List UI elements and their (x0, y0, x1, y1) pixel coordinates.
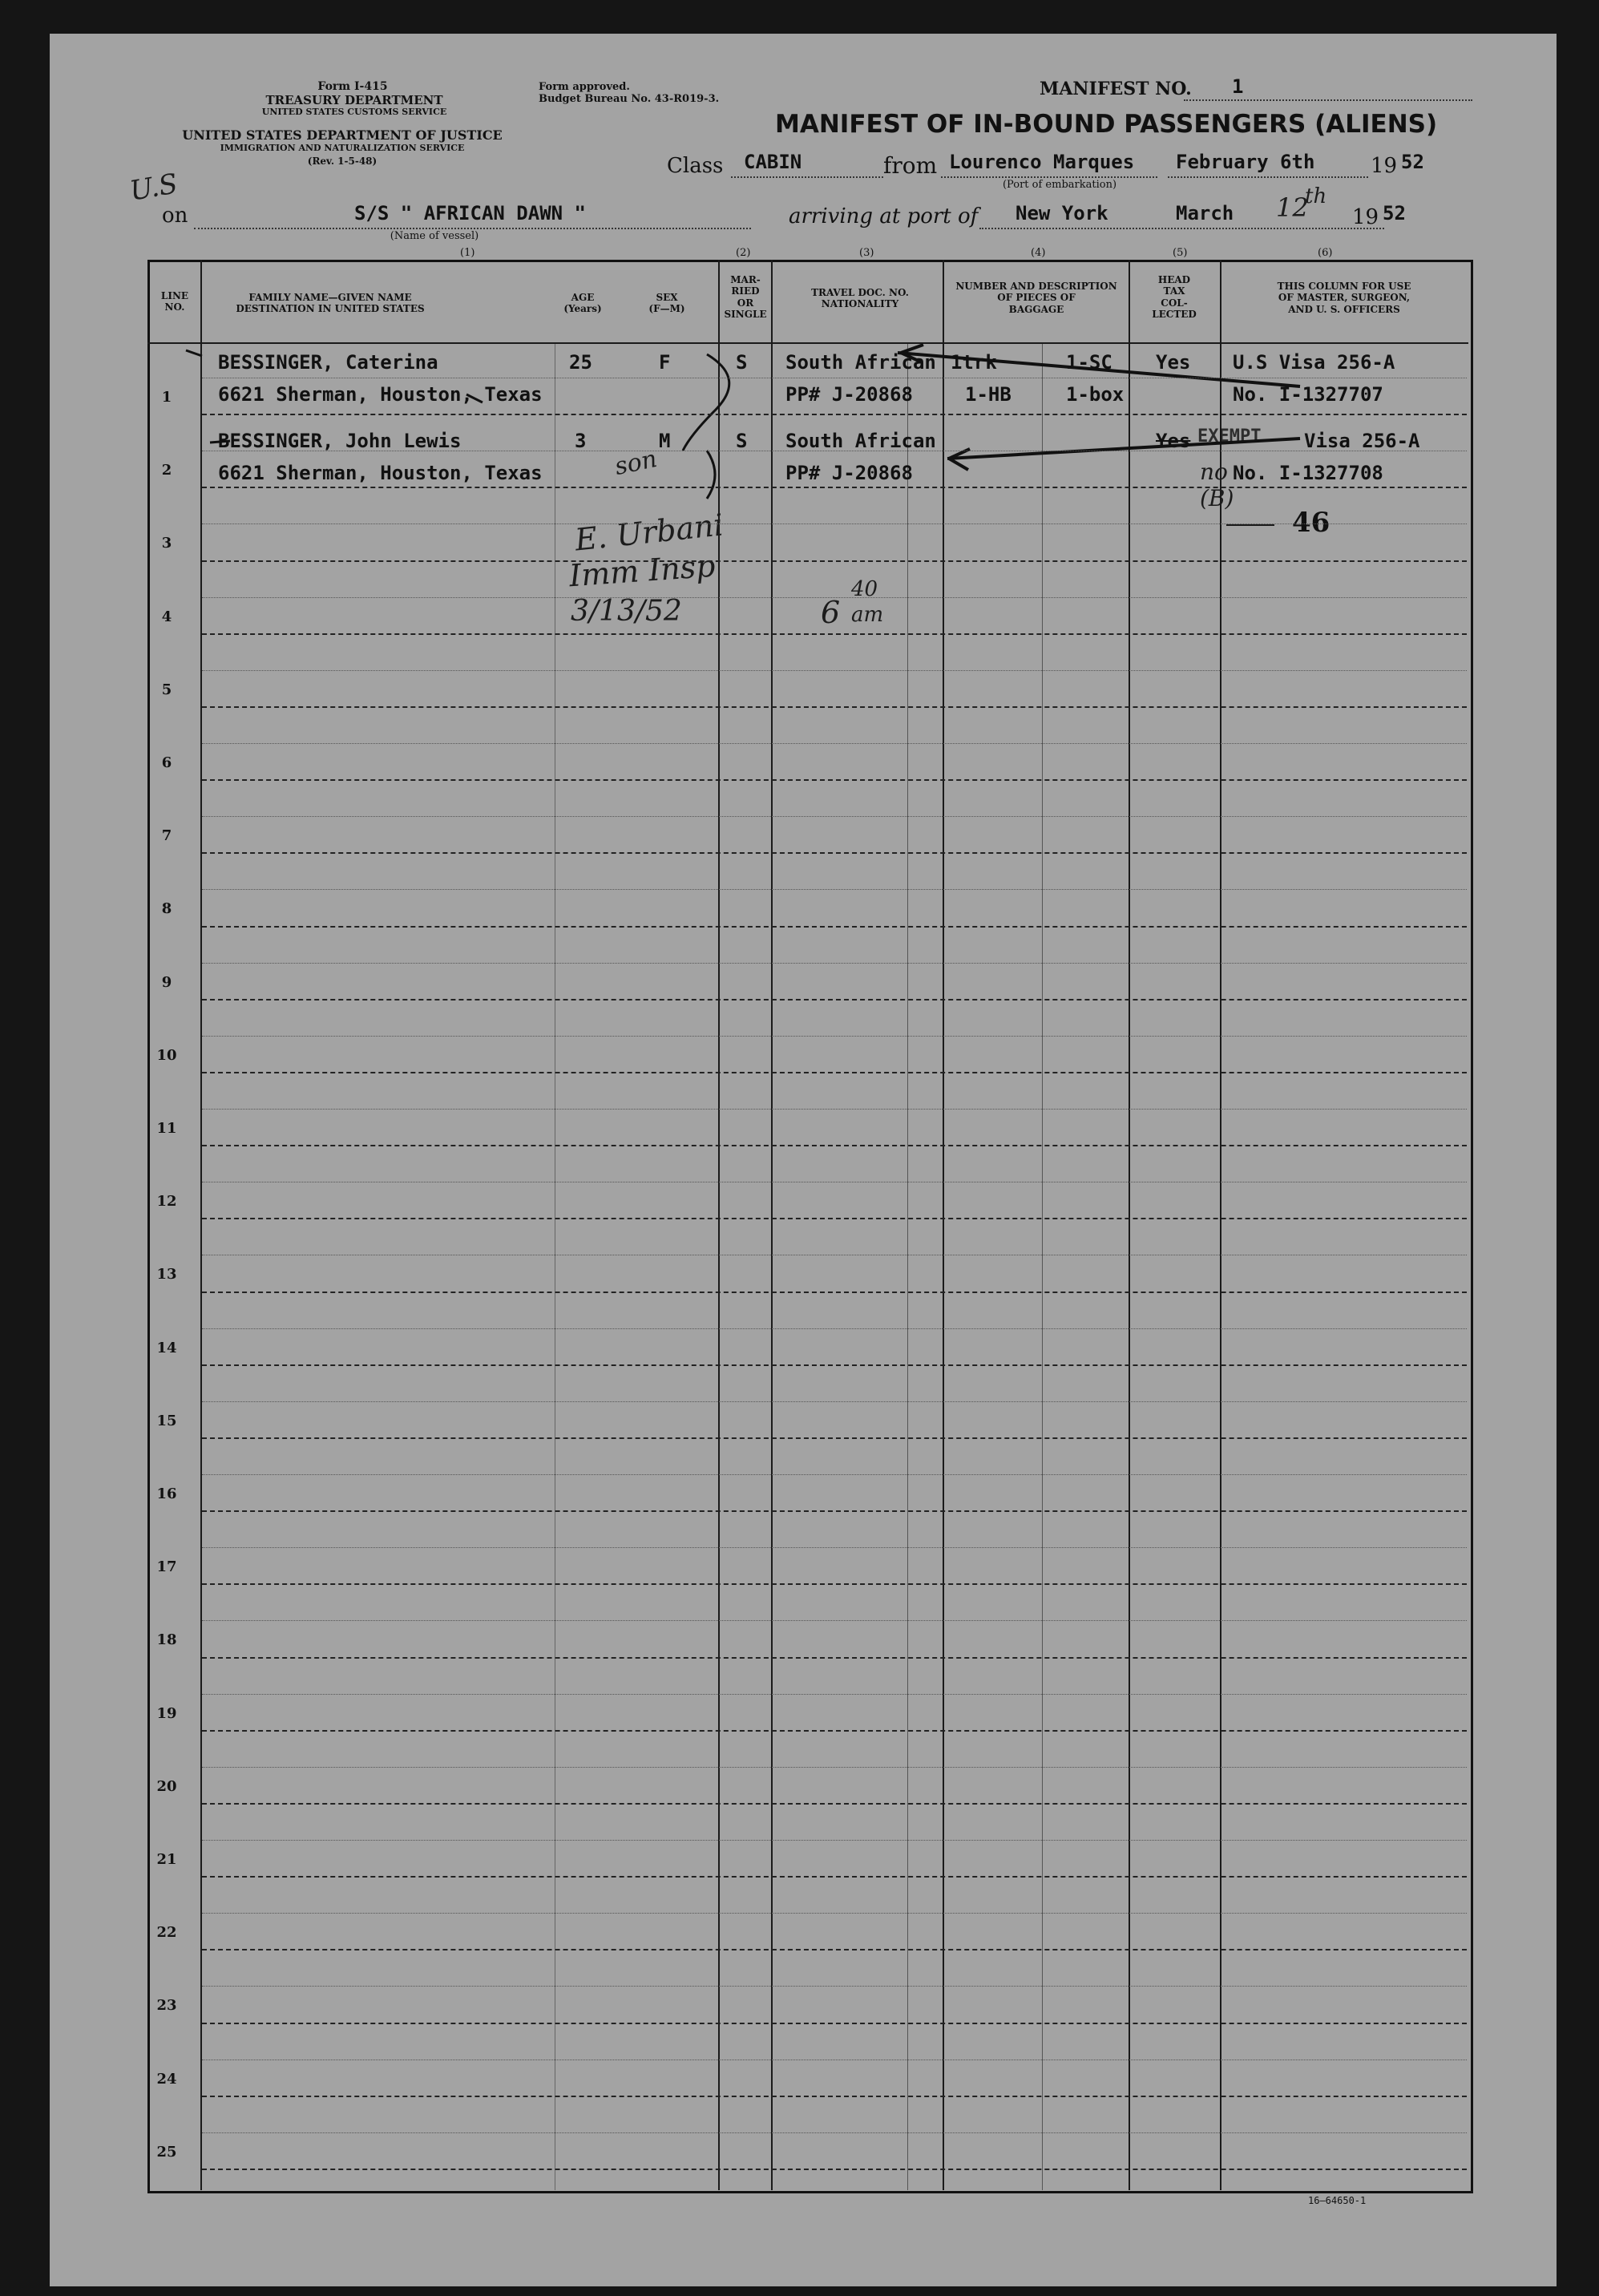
line-number: 17 (156, 1558, 177, 1576)
row-separator (202, 633, 1467, 635)
inspector-title: Imm Insp (567, 548, 717, 594)
line-number: 5 (161, 681, 172, 698)
vessel-name: S/S " AFRICAN DAWN " (354, 202, 586, 224)
row-midline (202, 1474, 1467, 1475)
line-number: 10 (156, 1046, 177, 1064)
handwritten-son: son (612, 444, 660, 482)
row-midline (202, 1913, 1467, 1914)
row-separator (202, 999, 1467, 1000)
passenger-1-nationality: South African (785, 351, 936, 374)
passenger-1-visa-no: No. I-1327707 (1233, 383, 1383, 406)
row-separator (202, 2023, 1467, 2024)
row-midline (202, 1620, 1467, 1621)
row-separator (202, 487, 1467, 488)
line-number: 23 (156, 1997, 177, 2015)
line-number: 7 (161, 827, 172, 845)
form-approved: Form approved. (539, 81, 630, 93)
row-midline (202, 889, 1467, 890)
row-midline (202, 743, 1467, 744)
row-separator (202, 1949, 1467, 1950)
row-separator (202, 1730, 1467, 1732)
row-separator (202, 926, 1467, 928)
passenger-2-name: BESSINGER, John Lewis (218, 430, 462, 452)
row-midline (202, 1986, 1467, 1987)
passenger-1-sex: F (659, 351, 671, 374)
row-separator (202, 1876, 1467, 1878)
count-46: 46 (1292, 507, 1330, 539)
passenger-1-baggage-d: 1-box (1066, 383, 1125, 406)
treasury-dept: TREASURY DEPARTMENT (265, 93, 443, 107)
col-travel-doc: TRAVEL DOC. NO. NATIONALITY (811, 287, 909, 310)
row-separator (202, 1510, 1467, 1512)
row-separator (202, 1583, 1467, 1585)
doj: UNITED STATES DEPARTMENT OF JUSTICE (182, 127, 503, 143)
manifest-table (147, 260, 1473, 2193)
line-number: 14 (156, 1339, 177, 1356)
col-head-tax: HEAD TAX COL- LECTED (1152, 274, 1197, 321)
row-midline (202, 1694, 1467, 1695)
inspector-signature: E. Urbani (573, 507, 725, 558)
line-number: 6 (161, 754, 172, 771)
inspection-time-ampm: am (851, 603, 884, 627)
row-separator (202, 414, 1467, 415)
col-age: AGE (Years) (563, 292, 602, 315)
line-number: 13 (156, 1266, 177, 1283)
passenger-2-address: 6621 Sherman, Houston, Texas (218, 462, 543, 484)
line-number: 25 (156, 2143, 177, 2161)
passenger-1-baggage-c: 1-HB (965, 383, 1011, 406)
passenger-2-passport: PP# J-20868 (785, 462, 913, 484)
row-separator (202, 779, 1467, 781)
row-separator (202, 1364, 1467, 1366)
line-number: 11 (156, 1120, 177, 1137)
row-separator (202, 1218, 1467, 1219)
passenger-1-age: 25 (569, 351, 592, 374)
passenger-1-passport: PP# J-20868 (785, 383, 913, 406)
arrival-month: March (1176, 202, 1234, 224)
row-midline (202, 1840, 1467, 1841)
line-number: 3 (161, 535, 172, 552)
row-separator (202, 2096, 1467, 2097)
embark-note: (Port of embarkation) (1002, 179, 1117, 191)
row-midline (202, 1547, 1467, 1548)
line-number: 9 (161, 973, 172, 991)
on-label: on (162, 204, 188, 228)
passenger-1-name: BESSINGER, Caterina (218, 351, 438, 374)
row-separator (202, 2169, 1467, 2170)
col-name: FAMILY NAME—GIVEN NAME DESTINATION IN UNITED STATES (236, 292, 425, 315)
col-married: MAR- RIED OR SINGLE (724, 274, 767, 321)
year-prefix: 19 (1371, 154, 1398, 178)
line-number: 4 (161, 608, 172, 625)
row-midline (202, 816, 1467, 817)
row-midline (202, 523, 1467, 524)
inspection-time-min: 40 (851, 577, 878, 601)
manifest-page: Form I-415 TREASURY DEPARTMENT UNITED STATES CUSTOMS SERVICE UNITED STATES DEPARTMENT OF JUSTICE IMMIGRATION AND NATURALIZATION SERVICE (Rev. 1-5-48) Form approved. Budget Bureau No. 43-R019-3. MANIFEST NO. 1 MANIFEST OF IN-BOUND PASSENGERS (ALIENS) Class CABIN from Lourenco Marques (Port of embarkation) February 6th 19 52 on S/S " AFRICAN DAWN " (Name of vessel) arriving at port of New York March 19 52 (1) (2) (3) (4) (5) (6) LINE NO. FAMILY NAME—GIVEN NAME DESTINATION IN UNITED STATES AGE (Years) SEX (F—M) MAR- RIED OR SINGLE TRAVEL DOC. NO. NATIONALITY NUMBER AND DESCRIPTION OF PIECES OF BAGGAGE HEAD TAX COL- LECTED THIS COLUMN FOR USE OF MASTER, SURGEON, AND U. S. OFFICERS BESSINGER, Caterina 6621 Sherman, Houston, Texas 25 F S South African PP# J-20868 1trk 1-SC 1-HB 1-box Yes U.S Visa 256-A No. I-1327707 BESSINGER, John Lewis 6621 Sherman, Houston, Texas 3 M S South African PP# J-20868 Yes EXEMPT Visa 256-A No. I-1327708 U.S 12 th son no (B) 46 E. Urbani Imm Insp 3/13/52 6 40 am 16—64650-1 1 2 3 4 5 6 7 8 9 10 11 12 13 14 15 16 17 18 19 20 21 22 23 24 25 (50, 34, 1557, 2286)
row-midline (202, 1767, 1467, 1768)
passenger-1-status: S (736, 351, 748, 374)
line-number: 12 (156, 1193, 177, 1211)
row-midline (202, 670, 1467, 671)
row-midline (202, 2132, 1467, 2133)
class-value: CABIN (744, 151, 802, 173)
handwritten-th: th (1305, 184, 1327, 208)
arrival-year-prefix: 19 (1352, 205, 1379, 229)
handwritten-us: U.S (127, 168, 180, 208)
line-number: 15 (156, 1412, 177, 1429)
arriving-label: arriving at port of (789, 204, 979, 228)
departure-date: February 6th (1176, 151, 1315, 173)
handwritten-day: 12 (1276, 192, 1309, 223)
row-midline (202, 963, 1467, 964)
row-separator (202, 1292, 1467, 1293)
passenger-1-baggage-a: 1trk (951, 351, 997, 374)
line-number: 19 (156, 1704, 177, 1722)
line-number: 21 (156, 1851, 177, 1868)
from-label: from (883, 152, 938, 179)
line-number: 24 (156, 2070, 177, 2088)
line-number: 16 (156, 1486, 177, 1502)
row-separator (202, 1657, 1467, 1659)
passenger-2-sex: M (659, 430, 671, 452)
passenger-1-head-tax: Yes (1156, 351, 1191, 374)
line-number: 1 (161, 389, 172, 406)
arrival-year: 52 (1383, 202, 1406, 224)
row-separator (202, 852, 1467, 854)
passenger-2-visa-no: No. I-1327708 (1233, 462, 1383, 484)
passenger-2-status: S (736, 430, 748, 452)
row-midline (202, 597, 1467, 598)
from-value: Lourenco Marques (949, 151, 1135, 173)
row-midline (202, 1401, 1467, 1402)
passenger-1-visa: U.S Visa 256-A (1233, 351, 1395, 374)
passenger-2-head-tax: Yes (1156, 430, 1191, 452)
departure-year: 52 (1401, 151, 1424, 173)
line-number: 22 (156, 1924, 177, 1942)
manifest-no-label: MANIFEST NO. (1040, 79, 1192, 99)
row-midline (202, 1036, 1467, 1037)
passenger-2-age: 3 (575, 430, 587, 452)
col-sex: SEX (F—M) (648, 292, 685, 315)
row-midline (202, 1328, 1467, 1329)
row-midline (202, 1109, 1467, 1110)
row-separator (202, 1145, 1467, 1146)
manifest-no-value: 1 (1232, 75, 1244, 98)
handwritten-no-b: no (B) (1200, 459, 1234, 511)
form-number: Form I-415 (317, 80, 388, 93)
row-separator (202, 1803, 1467, 1805)
row-separator (202, 706, 1467, 708)
page-title: MANIFEST OF IN-BOUND PASSENGERS (ALIENS) (775, 110, 1438, 139)
passenger-2-nationality: South African (785, 430, 936, 452)
passenger-2-visa: Visa 256-A (1304, 430, 1420, 452)
inspection-time-hour: 6 (821, 595, 841, 630)
col-baggage: NUMBER AND DESCRIPTION OF PIECES OF BAGGAGE (955, 281, 1117, 315)
arrival-port: New York (1016, 202, 1108, 224)
col-officers: THIS COLUMN FOR USE OF MASTER, SURGEON, AND U. S. OFFICERS (1277, 281, 1411, 315)
passenger-2-exempt-stamp: EXEMPT (1197, 426, 1262, 447)
passenger-1-address: 6621 Sherman, Houston, Texas (218, 383, 543, 406)
passenger-1-baggage-b: 1-SC (1066, 351, 1112, 374)
budget-bureau: Budget Bureau No. 43-R019-3. (539, 93, 720, 105)
row-separator (202, 560, 1467, 562)
footer-code: 16—64650-1 (1308, 2195, 1367, 2206)
inspection-date: 3/13/52 (571, 595, 682, 628)
customs-service: UNITED STATES CUSTOMS SERVICE (261, 107, 447, 117)
line-number: 2 (161, 462, 172, 479)
row-separator (202, 1072, 1467, 1073)
line-number: 8 (161, 900, 172, 918)
line-number: 20 (156, 1777, 177, 1795)
ins: IMMIGRATION AND NATURALIZATION SERVICE (220, 143, 465, 153)
class-label: Class (667, 154, 724, 178)
line-number: 18 (156, 1631, 177, 1649)
vessel-note: (Name of vessel) (390, 230, 479, 242)
rev-date: (Rev. 1-5-48) (307, 156, 378, 167)
col-line-no: LINE NO. (160, 290, 189, 313)
row-separator (202, 1437, 1467, 1439)
